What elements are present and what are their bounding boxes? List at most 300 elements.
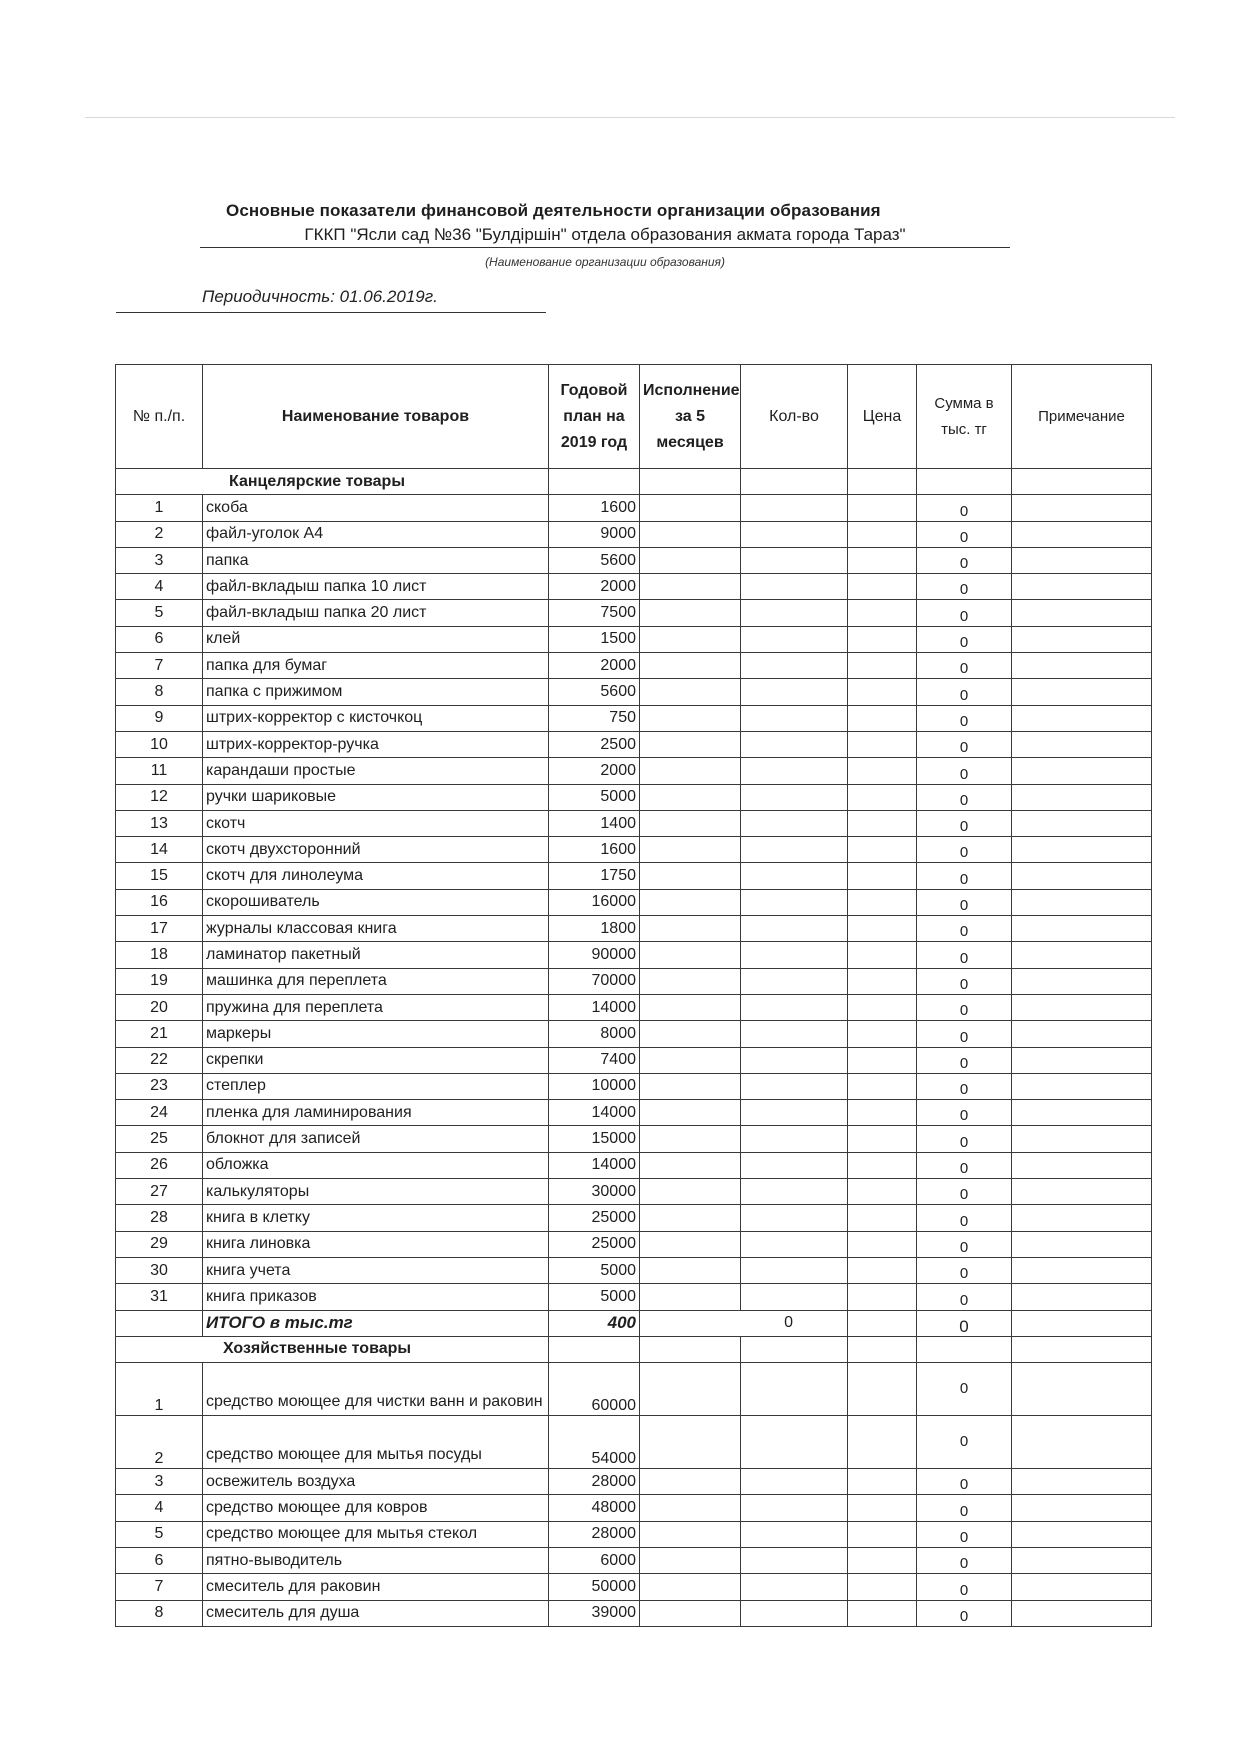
organization-name: ГККП "Ясли сад №36 "Булдіршін" отдела образования акмата города Тараз" — [200, 225, 1010, 248]
row-number: 26 — [116, 1152, 203, 1178]
table-row — [116, 758, 1152, 784]
note-value — [1012, 1574, 1152, 1600]
price-value — [848, 1416, 917, 1469]
table-row — [116, 1547, 1152, 1573]
item-name: книга приказов — [203, 1284, 549, 1310]
table-row — [116, 916, 1152, 942]
exec-value — [640, 1047, 741, 1073]
sum-value: 0 — [917, 916, 1012, 942]
row-number: 2 — [116, 521, 203, 547]
table-row — [116, 626, 1152, 652]
empty-cell — [848, 1336, 917, 1362]
sum-value: 0 — [917, 626, 1012, 652]
table-row — [116, 1600, 1152, 1626]
price-value — [848, 1152, 917, 1178]
section-header-row — [116, 469, 1152, 495]
plan-value: 5000 — [549, 1284, 640, 1310]
section-title: Канцелярские товары — [116, 469, 549, 495]
sum-value: 0 — [917, 889, 1012, 915]
sum-value: 0 — [917, 1363, 1012, 1416]
price-value — [848, 626, 917, 652]
price-value — [848, 1574, 917, 1600]
sum-value: 0 — [917, 574, 1012, 600]
sum-value: 0 — [917, 705, 1012, 731]
qty-value — [741, 916, 848, 942]
row-number: 24 — [116, 1100, 203, 1126]
item-name: степлер — [203, 1073, 549, 1099]
item-name: пленка для ламинирования — [203, 1100, 549, 1126]
note-value — [1012, 968, 1152, 994]
item-name: файл-уголок А4 — [203, 521, 549, 547]
table-row — [116, 994, 1152, 1020]
plan-value: 90000 — [549, 942, 640, 968]
item-name: карандаши простые — [203, 758, 549, 784]
row-number: 27 — [116, 1179, 203, 1205]
sum-value: 0 — [917, 1495, 1012, 1521]
plan-value: 9000 — [549, 521, 640, 547]
note-value — [1012, 521, 1152, 547]
row-number: 10 — [116, 731, 203, 757]
price-value — [848, 1231, 917, 1257]
price-value — [848, 837, 917, 863]
row-number: 23 — [116, 1073, 203, 1099]
exec-value — [640, 626, 741, 652]
row-number: 30 — [116, 1257, 203, 1283]
table-row — [116, 547, 1152, 573]
price-value — [848, 1521, 917, 1547]
qty-value — [741, 1284, 848, 1310]
item-name: файл-вкладыш папка 20 лист — [203, 600, 549, 626]
qty-value — [741, 1547, 848, 1573]
sum-value: 0 — [917, 758, 1012, 784]
plan-value: 2000 — [549, 653, 640, 679]
row-number: 4 — [116, 1495, 203, 1521]
row-number: 21 — [116, 1021, 203, 1047]
table-row — [116, 495, 1152, 521]
plan-value: 14000 — [549, 994, 640, 1020]
total-exec: 0 — [640, 1310, 848, 1336]
note-value — [1012, 1152, 1152, 1178]
sum-value: 0 — [917, 1547, 1012, 1573]
table-row — [116, 1416, 1152, 1469]
col-header-num: № п./п. — [116, 365, 203, 469]
table-row — [116, 837, 1152, 863]
exec-value — [640, 574, 741, 600]
note-value — [1012, 942, 1152, 968]
col-header-name: Наименование товаров — [203, 365, 549, 469]
sum-value: 0 — [917, 863, 1012, 889]
exec-value — [640, 1416, 741, 1469]
row-number: 7 — [116, 1574, 203, 1600]
col-header-plan: Годовой план на 2019 год — [549, 365, 640, 469]
note-value — [1012, 653, 1152, 679]
exec-value — [640, 837, 741, 863]
row-number: 2 — [116, 1416, 203, 1469]
exec-value — [640, 1363, 741, 1416]
qty-value — [741, 731, 848, 757]
exec-value — [640, 1179, 741, 1205]
qty-value — [741, 547, 848, 573]
exec-value — [640, 1152, 741, 1178]
table-row — [116, 1231, 1152, 1257]
plan-value: 14000 — [549, 1152, 640, 1178]
item-name: клей — [203, 626, 549, 652]
section-title: Хозяйственные товары — [116, 1336, 549, 1362]
row-number: 6 — [116, 626, 203, 652]
price-value — [848, 1547, 917, 1573]
item-name: папка — [203, 547, 549, 573]
exec-value — [640, 731, 741, 757]
row-number: 31 — [116, 1284, 203, 1310]
plan-value: 7400 — [549, 1047, 640, 1073]
total-number-cell — [116, 1310, 203, 1336]
exec-value — [640, 1469, 741, 1495]
plan-value: 5600 — [549, 679, 640, 705]
item-name: скоба — [203, 495, 549, 521]
sum-value: 0 — [917, 1073, 1012, 1099]
qty-value — [741, 1047, 848, 1073]
row-number: 5 — [116, 600, 203, 626]
qty-value — [741, 1152, 848, 1178]
note-value — [1012, 810, 1152, 836]
item-name: скотч для линолеума — [203, 863, 549, 889]
qty-value — [741, 495, 848, 521]
exec-value — [640, 889, 741, 915]
item-name: папка для бумаг — [203, 653, 549, 679]
price-value — [848, 705, 917, 731]
note-value — [1012, 1205, 1152, 1231]
item-name: пятно-выводитель — [203, 1547, 549, 1573]
price-value — [848, 1073, 917, 1099]
total-row — [116, 1310, 1152, 1336]
item-name: книга учета — [203, 1257, 549, 1283]
table-row — [116, 1521, 1152, 1547]
item-name: штрих-корректор с кисточкоц — [203, 705, 549, 731]
sum-value: 0 — [917, 1284, 1012, 1310]
document-title: Основные показатели финансовой деятельности организации образования — [226, 201, 881, 220]
note-value — [1012, 889, 1152, 915]
table-row — [116, 521, 1152, 547]
exec-value — [640, 994, 741, 1020]
financial-table — [115, 364, 1152, 1627]
row-number: 9 — [116, 705, 203, 731]
item-name: скорошиватель — [203, 889, 549, 915]
plan-value: 1400 — [549, 810, 640, 836]
sum-value: 0 — [917, 1416, 1012, 1469]
table-row — [116, 1284, 1152, 1310]
table-row — [116, 1152, 1152, 1178]
exec-value — [640, 916, 741, 942]
note-value — [1012, 1521, 1152, 1547]
exec-value — [640, 495, 741, 521]
total-sum: 0 — [917, 1310, 1012, 1336]
note-value — [1012, 1047, 1152, 1073]
table-row — [116, 679, 1152, 705]
table-row — [116, 889, 1152, 915]
item-name: скрепки — [203, 1047, 549, 1073]
note-value — [1012, 1416, 1152, 1469]
plan-value: 25000 — [549, 1231, 640, 1257]
plan-value: 5600 — [549, 547, 640, 573]
sum-value: 0 — [917, 1574, 1012, 1600]
organization-caption: (Наименование организации образования) — [485, 255, 725, 269]
plan-value: 1600 — [549, 495, 640, 521]
plan-value: 16000 — [549, 889, 640, 915]
col-header-sum: Сумма в тыс. тг — [917, 365, 1012, 469]
sum-value: 0 — [917, 942, 1012, 968]
note-value — [1012, 1231, 1152, 1257]
price-value — [848, 1495, 917, 1521]
exec-value — [640, 653, 741, 679]
item-name: средство моющее для ковров — [203, 1495, 549, 1521]
plan-value: 6000 — [549, 1547, 640, 1573]
note-value — [1012, 1495, 1152, 1521]
item-name: папка с прижимом — [203, 679, 549, 705]
sum-value: 0 — [917, 1179, 1012, 1205]
sum-value: 0 — [917, 1100, 1012, 1126]
row-number: 1 — [116, 1363, 203, 1416]
exec-value — [640, 705, 741, 731]
price-value — [848, 495, 917, 521]
note-value — [1012, 837, 1152, 863]
exec-value — [640, 1547, 741, 1573]
item-name: маркеры — [203, 1021, 549, 1047]
row-number: 28 — [116, 1205, 203, 1231]
item-name: машинка для переплета — [203, 968, 549, 994]
qty-value — [741, 1257, 848, 1283]
exec-value — [640, 1205, 741, 1231]
qty-value — [741, 653, 848, 679]
sum-value: 0 — [917, 1257, 1012, 1283]
plan-value: 15000 — [549, 1126, 640, 1152]
total-label: ИТОГО в тыс.тг — [203, 1310, 549, 1336]
row-number: 5 — [116, 1521, 203, 1547]
sum-value: 0 — [917, 731, 1012, 757]
qty-value — [741, 1416, 848, 1469]
qty-value — [741, 889, 848, 915]
plan-value: 25000 — [549, 1205, 640, 1231]
qty-value — [741, 968, 848, 994]
col-header-price: Цена — [848, 365, 917, 469]
row-number: 1 — [116, 495, 203, 521]
exec-value — [640, 1231, 741, 1257]
table-row — [116, 1257, 1152, 1283]
note-value — [1012, 1100, 1152, 1126]
note-value — [1012, 679, 1152, 705]
row-number: 17 — [116, 916, 203, 942]
exec-value — [640, 679, 741, 705]
price-value — [848, 1205, 917, 1231]
item-name: пружина для переплета — [203, 994, 549, 1020]
sum-value: 0 — [917, 1521, 1012, 1547]
note-value — [1012, 731, 1152, 757]
qty-value — [741, 1521, 848, 1547]
exec-value — [640, 1521, 741, 1547]
price-value — [848, 521, 917, 547]
plan-value: 54000 — [549, 1416, 640, 1469]
qty-value — [741, 784, 848, 810]
plan-value: 70000 — [549, 968, 640, 994]
exec-value — [640, 810, 741, 836]
qty-value — [741, 626, 848, 652]
note-value — [1012, 1073, 1152, 1099]
note-value — [1012, 1179, 1152, 1205]
table-row — [116, 968, 1152, 994]
row-number: 4 — [116, 574, 203, 600]
table-row — [116, 731, 1152, 757]
plan-value: 14000 — [549, 1100, 640, 1126]
row-number: 7 — [116, 653, 203, 679]
price-value — [848, 1126, 917, 1152]
row-number: 8 — [116, 679, 203, 705]
qty-value — [741, 994, 848, 1020]
table-row — [116, 1495, 1152, 1521]
price-value — [848, 1284, 917, 1310]
plan-value: 2000 — [549, 758, 640, 784]
exec-value — [640, 968, 741, 994]
note-value — [1012, 705, 1152, 731]
sum-value: 0 — [917, 810, 1012, 836]
exec-value — [640, 600, 741, 626]
qty-value — [741, 600, 848, 626]
qty-value — [741, 1469, 848, 1495]
sum-value: 0 — [917, 653, 1012, 679]
plan-value: 1500 — [549, 626, 640, 652]
plan-value: 7500 — [549, 600, 640, 626]
plan-value: 5000 — [549, 1257, 640, 1283]
exec-value — [640, 1495, 741, 1521]
sum-value: 0 — [917, 521, 1012, 547]
note-value — [1012, 1363, 1152, 1416]
plan-value: 5000 — [549, 784, 640, 810]
plan-value: 60000 — [549, 1363, 640, 1416]
qty-value — [741, 705, 848, 731]
sum-value: 0 — [917, 1205, 1012, 1231]
item-name: обложка — [203, 1152, 549, 1178]
item-name: блокнот для записей — [203, 1126, 549, 1152]
note-value — [1012, 600, 1152, 626]
table-row — [116, 1205, 1152, 1231]
sum-value: 0 — [917, 679, 1012, 705]
price-value — [848, 968, 917, 994]
row-number: 22 — [116, 1047, 203, 1073]
qty-value — [741, 1126, 848, 1152]
price-value — [848, 1257, 917, 1283]
sum-value: 0 — [917, 1600, 1012, 1626]
period-label: Периодичность: 01.06.2019г. — [116, 287, 546, 313]
exec-value — [640, 1021, 741, 1047]
row-number: 29 — [116, 1231, 203, 1257]
sum-value: 0 — [917, 837, 1012, 863]
price-value — [848, 1100, 917, 1126]
note-value — [1012, 1284, 1152, 1310]
qty-value — [741, 521, 848, 547]
price-value — [848, 863, 917, 889]
table-row — [116, 574, 1152, 600]
row-number: 6 — [116, 1547, 203, 1573]
exec-value — [640, 521, 741, 547]
price-value — [848, 547, 917, 573]
row-number: 3 — [116, 1469, 203, 1495]
item-name: штрих-корректор-ручка — [203, 731, 549, 757]
col-header-qty: Кол-во — [741, 365, 848, 469]
note-value — [1012, 1600, 1152, 1626]
note-value — [1012, 495, 1152, 521]
table-row — [116, 1469, 1152, 1495]
item-name: журналы классовая книга — [203, 916, 549, 942]
total-plan: 400 — [549, 1310, 640, 1336]
qty-value — [741, 1205, 848, 1231]
item-name: освежитель воздуха — [203, 1469, 549, 1495]
sum-value: 0 — [917, 968, 1012, 994]
price-value — [848, 600, 917, 626]
exec-value — [640, 1284, 741, 1310]
item-name: калькуляторы — [203, 1179, 549, 1205]
table-row — [116, 653, 1152, 679]
price-value — [848, 758, 917, 784]
empty-cell — [549, 1336, 640, 1362]
item-name: скотч — [203, 810, 549, 836]
table-row — [116, 705, 1152, 731]
plan-value: 8000 — [549, 1021, 640, 1047]
row-number: 18 — [116, 942, 203, 968]
row-number: 12 — [116, 784, 203, 810]
table-row — [116, 863, 1152, 889]
table-row — [116, 784, 1152, 810]
row-number: 19 — [116, 968, 203, 994]
note-value — [1012, 994, 1152, 1020]
qty-value — [741, 942, 848, 968]
item-name: ручки шариковые — [203, 784, 549, 810]
table-row — [116, 600, 1152, 626]
row-number: 25 — [116, 1126, 203, 1152]
qty-value — [741, 1179, 848, 1205]
scan-border-line — [85, 117, 1175, 118]
plan-value: 2500 — [549, 731, 640, 757]
price-value — [848, 784, 917, 810]
note-value — [1012, 626, 1152, 652]
plan-value: 28000 — [549, 1521, 640, 1547]
empty-cell — [640, 1336, 741, 1362]
price-value — [848, 942, 917, 968]
qty-value — [741, 863, 848, 889]
exec-value — [640, 1600, 741, 1626]
plan-value: 1750 — [549, 863, 640, 889]
table-row — [116, 1179, 1152, 1205]
price-value — [848, 1363, 917, 1416]
qty-value — [741, 1100, 848, 1126]
table-row — [116, 1100, 1152, 1126]
table-header-row — [116, 365, 1152, 469]
plan-value: 39000 — [549, 1600, 640, 1626]
plan-value: 1800 — [549, 916, 640, 942]
item-name: книга в клетку — [203, 1205, 549, 1231]
sum-value: 0 — [917, 600, 1012, 626]
price-value — [848, 1021, 917, 1047]
row-number: 15 — [116, 863, 203, 889]
sum-value: 0 — [917, 1021, 1012, 1047]
price-value — [848, 1469, 917, 1495]
note-value — [1012, 784, 1152, 810]
sum-value: 0 — [917, 1047, 1012, 1073]
qty-value — [741, 1231, 848, 1257]
row-number: 11 — [116, 758, 203, 784]
sum-value: 0 — [917, 547, 1012, 573]
table-row — [116, 1021, 1152, 1047]
exec-value — [640, 1126, 741, 1152]
col-header-note: Примечание — [1012, 365, 1152, 469]
table-row — [116, 1574, 1152, 1600]
